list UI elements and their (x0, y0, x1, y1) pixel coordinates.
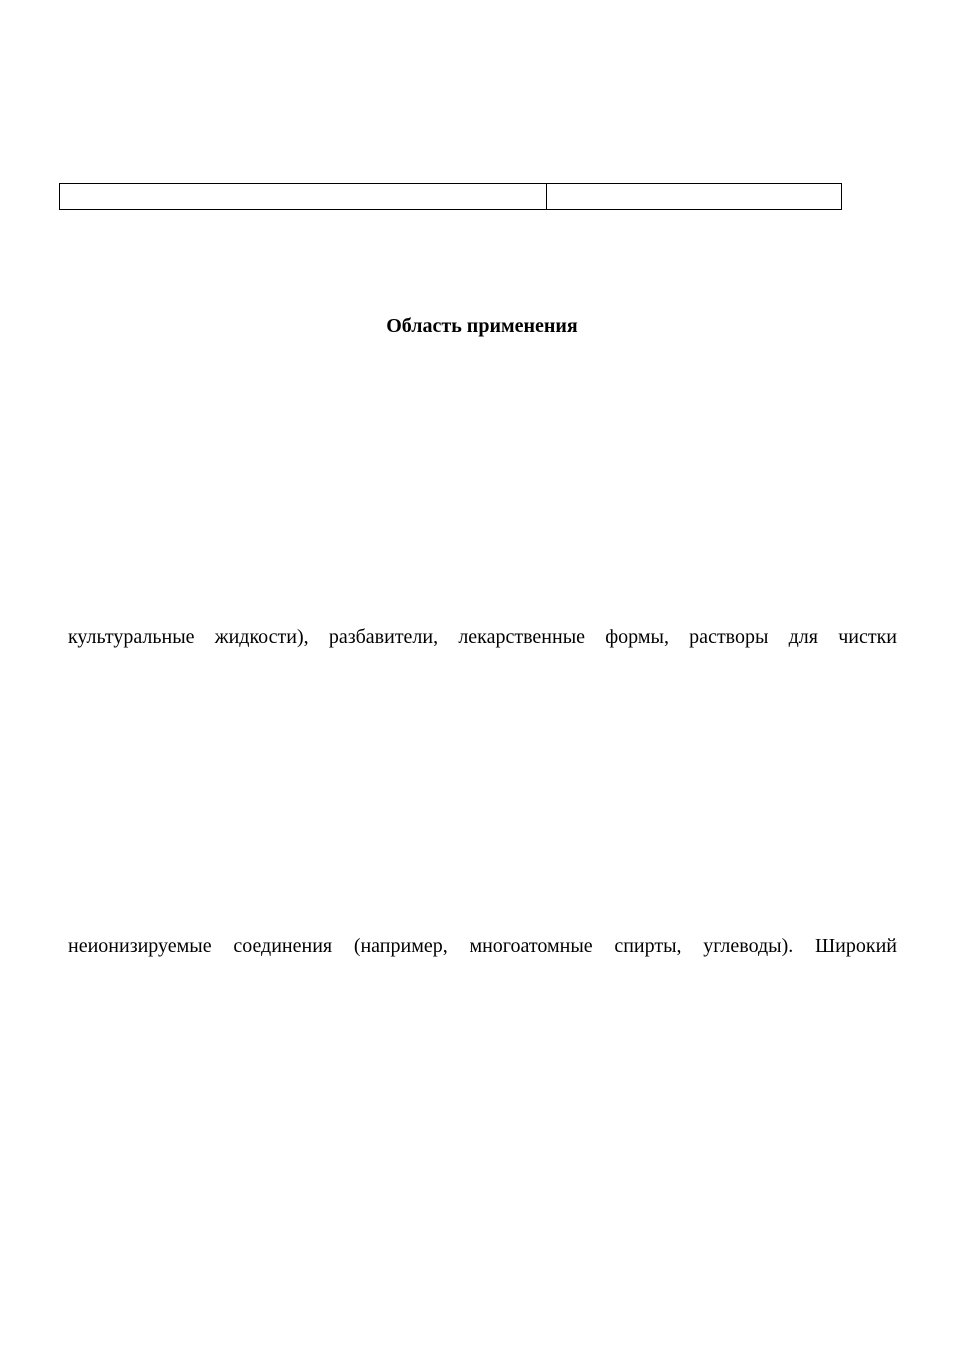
table-cell-right (547, 184, 842, 210)
table-row (60, 184, 842, 210)
section-title: Область применения (386, 315, 578, 337)
body-text-line: неионизируемые соединения (например, многоатомные спирты, углеводы). Широкий (68, 935, 897, 957)
body-text-line: культуральные жидкости), разбавители, лекарственные формы, растворы для чистки (68, 626, 897, 648)
table-cell-left (60, 184, 547, 210)
header-table (59, 183, 842, 210)
